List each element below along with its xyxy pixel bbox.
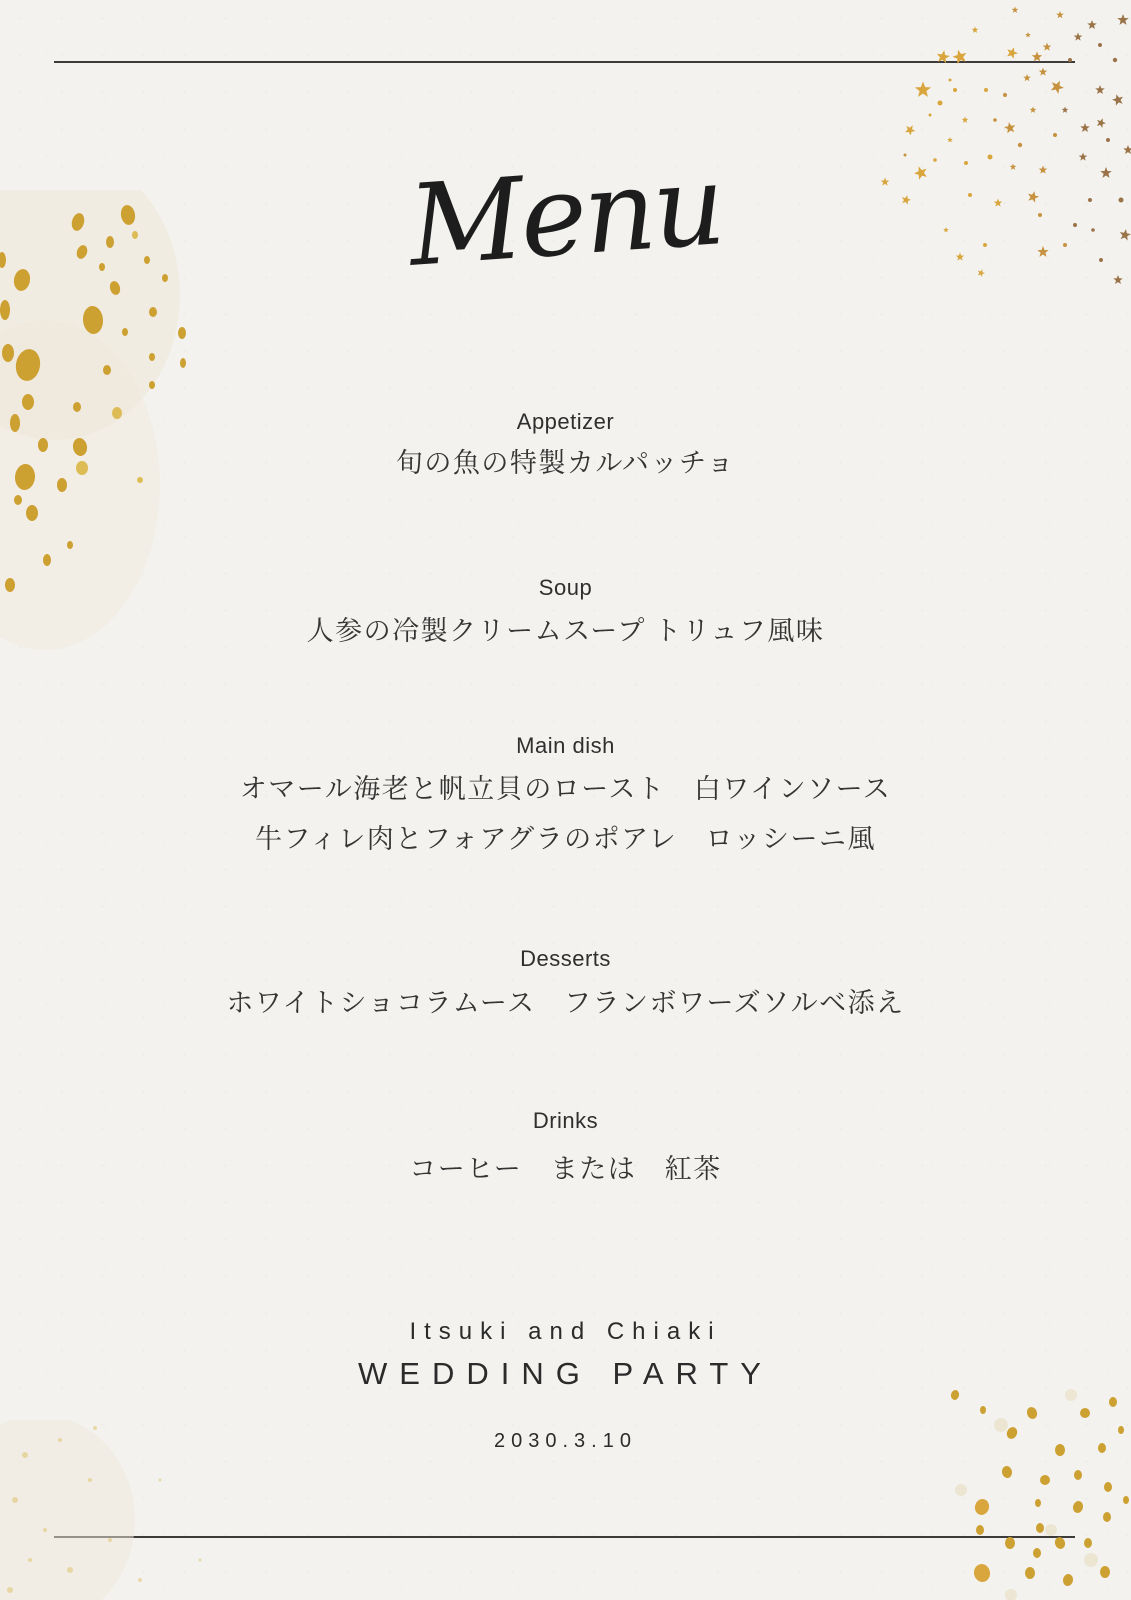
section-label-desserts: Desserts bbox=[520, 946, 611, 971]
event-title: WEDDING PARTY bbox=[358, 1356, 773, 1391]
menu-title: Menu bbox=[404, 140, 727, 292]
dish-line: オマール海老と帆立貝のロースト 白ワインソース bbox=[239, 774, 892, 804]
bottom-rule bbox=[54, 1536, 1075, 1538]
section-label-drinks: Drinks bbox=[532, 1108, 599, 1133]
section-label-main-dish: Main dish bbox=[516, 733, 615, 758]
section-label-appetizer: Appetizer bbox=[516, 409, 615, 434]
top-rule bbox=[54, 61, 1075, 63]
section-label-soup: Soup bbox=[538, 575, 593, 600]
couple-names: Itsuki and Chiaki bbox=[409, 1318, 722, 1345]
event-date: 2030.3.10 bbox=[494, 1430, 637, 1452]
dish-line: ホワイトショコラムース フランボワーズソルベ添え bbox=[226, 988, 905, 1018]
dish-line: 旬の魚の特製カルパッチョ bbox=[395, 448, 736, 478]
dish-line: 人参の冷製クリームスープ トリュフ風味 bbox=[306, 616, 825, 646]
gold-dots-bottom-right bbox=[941, 1370, 1131, 1600]
dish-line: 牛フィレ肉とフォアグラのポアレ ロッシーニ風 bbox=[254, 824, 877, 854]
dish-line: コーヒー または 紅茶 bbox=[409, 1154, 722, 1184]
